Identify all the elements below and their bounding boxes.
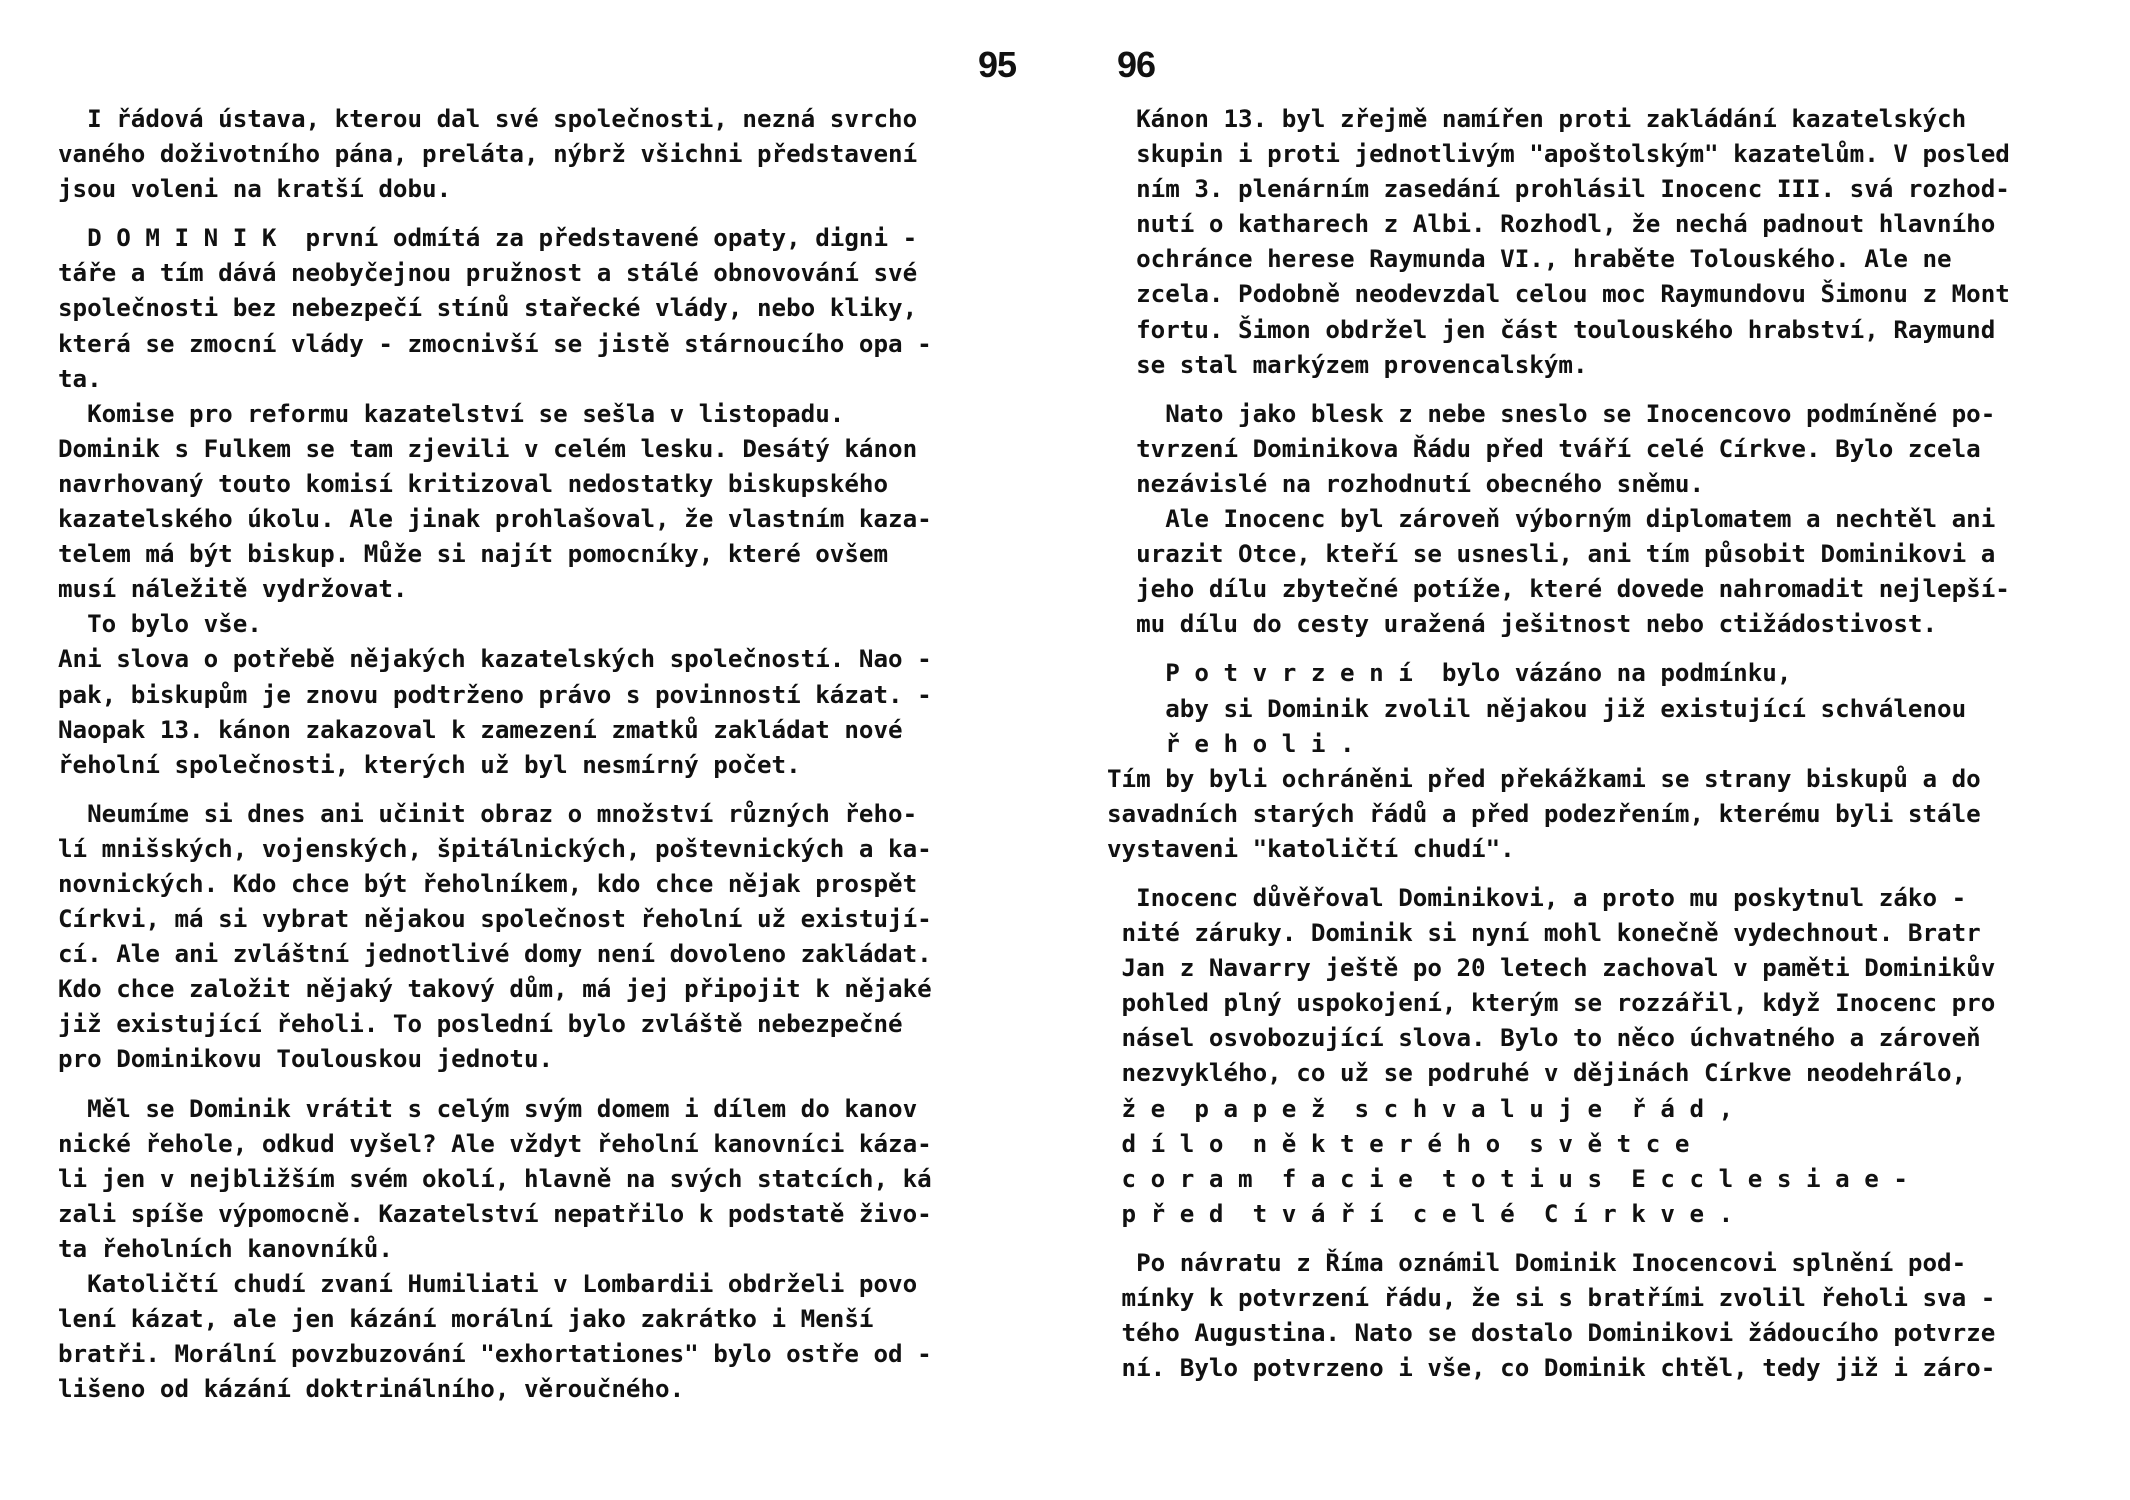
- text-line: bratři. Morální povzbuzování "exhortationes" bylo ostře od -: [58, 1340, 932, 1369]
- text-line: Neumíme si dnes ani učinit obraz o množství různých řeho-: [58, 799, 918, 828]
- text-line: se stal markýzem provencalským.: [1107, 350, 1588, 379]
- text-line: lení kázat, ale jen kázání morální jako zakrátko i Menší: [58, 1305, 874, 1334]
- text-line: zcela. Podobně neodevzdal celou moc Raymundovu Šimonu z Mont: [1107, 280, 2010, 309]
- text-line: Inocenc důvěřoval Dominikovi, a proto mu poskytnul záko -: [1107, 883, 1967, 912]
- text-line: nité záruky. Dominik si nyní mohl konečně vydechnout. Bratr: [1107, 919, 1981, 948]
- text-line: li jen v nejbližším svém okolí, hlavně na svých statcích, ká: [58, 1164, 932, 1193]
- text-line: Ani slova o potřebě nějakých kazatelských společností. Nao -: [58, 645, 932, 674]
- text-line: I řádová ústava, kterou dal své společnosti, nezná svrcho: [58, 105, 918, 133]
- text-line: lí mnišských, vojenských, špitálnických, poštevnických a ka-: [58, 834, 932, 863]
- text-line: To bylo vše.: [58, 610, 262, 639]
- text-line: která se zmocní vlády - zmocnivší se jistě stárnoucího opa -: [58, 329, 932, 358]
- text-line: jeho dílu zbytečné potíže, které dovede nahromadit nejlepší-: [1107, 575, 2010, 604]
- text-line: nutí o katharech z Albi. Rozhodl, že nechá padnout hlavního: [1107, 210, 1996, 239]
- text-line: vaného doživotního pána, preláta, nýbrž všichni představení: [58, 140, 918, 169]
- paragraph-gap: [58, 783, 1043, 797]
- text-line: Naopak 13. kánon zakazoval k zamezení zmatků zakládat nové: [58, 715, 903, 744]
- text-line: Tím by byli ochráněni před překážkami se strany biskupů a do: [1107, 764, 1981, 793]
- text-line: tvrzení Dominikova Řádu před tváří celé Církve. Bylo zcela: [1107, 434, 1981, 463]
- text-line: Kdo chce založit nějaký takový dům, má jej připojit k nějaké: [58, 975, 932, 1004]
- text-line: ním 3. plenárním zasedání prohlásil Inocenc III. svá rozhod-: [1107, 175, 2010, 204]
- page-number: 96: [1117, 44, 1156, 85]
- text-line: ž e p a p e ž s c h v a l u j e ř á d ,: [1107, 1094, 1734, 1123]
- right-page: [1065, 0, 2130, 1500]
- text-line: d í l o n ě k t e r é h o s v ě t c e: [1107, 1129, 1690, 1158]
- text-line: pak, biskupům je znovu podtrženo právo s povinností kázat. -: [58, 680, 932, 709]
- paragraph-gap: [58, 1078, 1043, 1092]
- text-line: novnických. Kdo chce být řeholníkem, kdo chce nějak prospět: [58, 869, 918, 898]
- paragraph-gap: [1107, 867, 2107, 881]
- text-line: Jan z Navarry ještě po 20 letech zachoval v paměti Dominikův: [1107, 954, 1996, 983]
- text-line: Katoličtí chudí zvaní Humiliati v Lombardii obdrželi povo: [58, 1270, 918, 1298]
- text-line: vystaveni "katoličtí chudí".: [1107, 834, 1515, 863]
- text-line: táře a tím dává neobyčejnou pružnost a stálé obnovování své: [58, 259, 918, 288]
- text-line: jsou voleni na kratší dobu.: [58, 175, 452, 204]
- text-line: Po návratu z Říma oznámil Dominik Inocencovi splnění pod-: [1107, 1248, 1967, 1277]
- text-line: skupin i proti jednotlivým "apoštolským" kazatelům. V posled: [1107, 140, 2010, 169]
- text-line: Měl se Dominik vrátit s celým svým domem i dílem do kanov: [58, 1094, 918, 1123]
- text-line: již existující řeholi. To poslední bylo zvláště nebezpečné: [58, 1010, 903, 1039]
- text-line: mu dílu do cesty uražená ješitnost nebo ctižádostivost.: [1107, 610, 1938, 639]
- text-line: ochránce herese Raymunda VI., hraběte Tolouského. Ale ne: [1107, 245, 1952, 274]
- text-line: Církvi, má si vybrat nějakou společnost řeholní už existují-: [58, 905, 932, 934]
- text-line: nezvyklého, co už se podruhé v dějinách Církve neodehrálo,: [1107, 1059, 1967, 1088]
- text-line: P o t v r z e n í bylo vázáno na podmínku,: [1107, 659, 1792, 688]
- paragraph-gap: [1107, 383, 2107, 397]
- text-line: tého Augustina. Nato se dostalo Dominikovi žádoucího potvrze: [1107, 1319, 1996, 1348]
- text-line: kazatelského úkolu. Ale jinak prohlašoval, že vlastním kaza-: [58, 505, 932, 534]
- paragraph-gap: [58, 207, 1043, 221]
- text-line: Ale Inocenc byl zároveň výborným diplomatem a nechtěl ani: [1107, 505, 1996, 534]
- text-line: společnosti bez nebezpečí stínů stařecké vlády, nebo kliky,: [58, 294, 918, 323]
- text-line: fortu. Šimon obdržel jen část toulouského hrabství, Raymund: [1107, 315, 1996, 344]
- text-line: telem má být biskup. Může si najít pomocníky, které ovšem: [58, 540, 889, 569]
- text-line: pohled plný uspokojení, kterým se rozzářil, když Inocenc pro: [1107, 989, 1996, 1018]
- text-line: zali spíše výpomocně. Kazatelství nepatřilo k podstatě živo-: [58, 1199, 932, 1228]
- text-line: D O M I N I K první odmítá za představené opaty, digni -: [58, 224, 918, 253]
- paragraph-gap: [1107, 642, 2107, 656]
- text-line: nické řehole, odkud vyšel? Ale vždyt řeholní kanovníci káza-: [58, 1129, 932, 1158]
- text-line: mínky k potvrzení řádu, že si s bratřími zvolil řeholi sva -: [1107, 1284, 1996, 1312]
- text-line: řeholní společnosti, kterých už byl nesmírný počet.: [58, 750, 801, 779]
- page-number: 95: [978, 44, 1017, 85]
- text-line: c o r a m f a c i e t o t i u s E c c l e s i a e -: [1107, 1164, 1908, 1193]
- text-line: urazit Otce, kteří se usnesli, ani tím působit Dominikovi a: [1107, 540, 1996, 569]
- text-line: ta.: [58, 364, 102, 393]
- text-line: Dominik s Fulkem se tam zjevili v celém lesku. Desátý kánon: [58, 434, 918, 463]
- text-line: nezávislé na rozhodnutí obecného sněmu.: [1107, 469, 1705, 498]
- text-line: lišeno od kázání doktrinálního, věroučného.: [58, 1375, 685, 1404]
- text-line: navrhovaný touto komisí kritizoval nedostatky biskupského: [58, 469, 889, 498]
- page-text: [58, 102, 1043, 1407]
- text-line: Komise pro reformu kazatelství se sešla v listopadu.: [58, 399, 845, 428]
- paragraph-gap: [1107, 1232, 2107, 1246]
- text-line: pro Dominikovu Toulouskou jednotu.: [58, 1045, 554, 1074]
- page-text: [1107, 102, 2107, 1386]
- text-line: násel osvobozující slova. Bylo to něco úchvatného a zároveň: [1107, 1024, 1981, 1053]
- text-line: ta řeholních kanovníků.: [58, 1234, 393, 1263]
- text-line: aby si Dominik zvolil nějakou již existující schválenou: [1107, 694, 1967, 723]
- text-line: savadních starých řádů a před podezřením, kterému byli stále: [1107, 799, 1981, 828]
- text-line: cí. Ale ani zvláštní jednotlivé domy není dovoleno zakládat.: [58, 940, 932, 969]
- text-line: ř e h o l i .: [1107, 729, 1355, 758]
- text-line: ní. Bylo potvrzeno i vše, co Dominik chtěl, tedy již i záro-: [1107, 1354, 1996, 1383]
- text-line: p ř e d t v á ř í c e l é C í r k v e .: [1107, 1199, 1734, 1228]
- text-line: musí náležitě vydržovat.: [58, 575, 408, 604]
- text-line: Nato jako blesk z nebe sneslo se Inocencovo podmíněné po-: [1107, 399, 1996, 428]
- text-line: Kánon 13. byl zřejmě namířen proti zakládání kazatelských: [1107, 105, 1967, 133]
